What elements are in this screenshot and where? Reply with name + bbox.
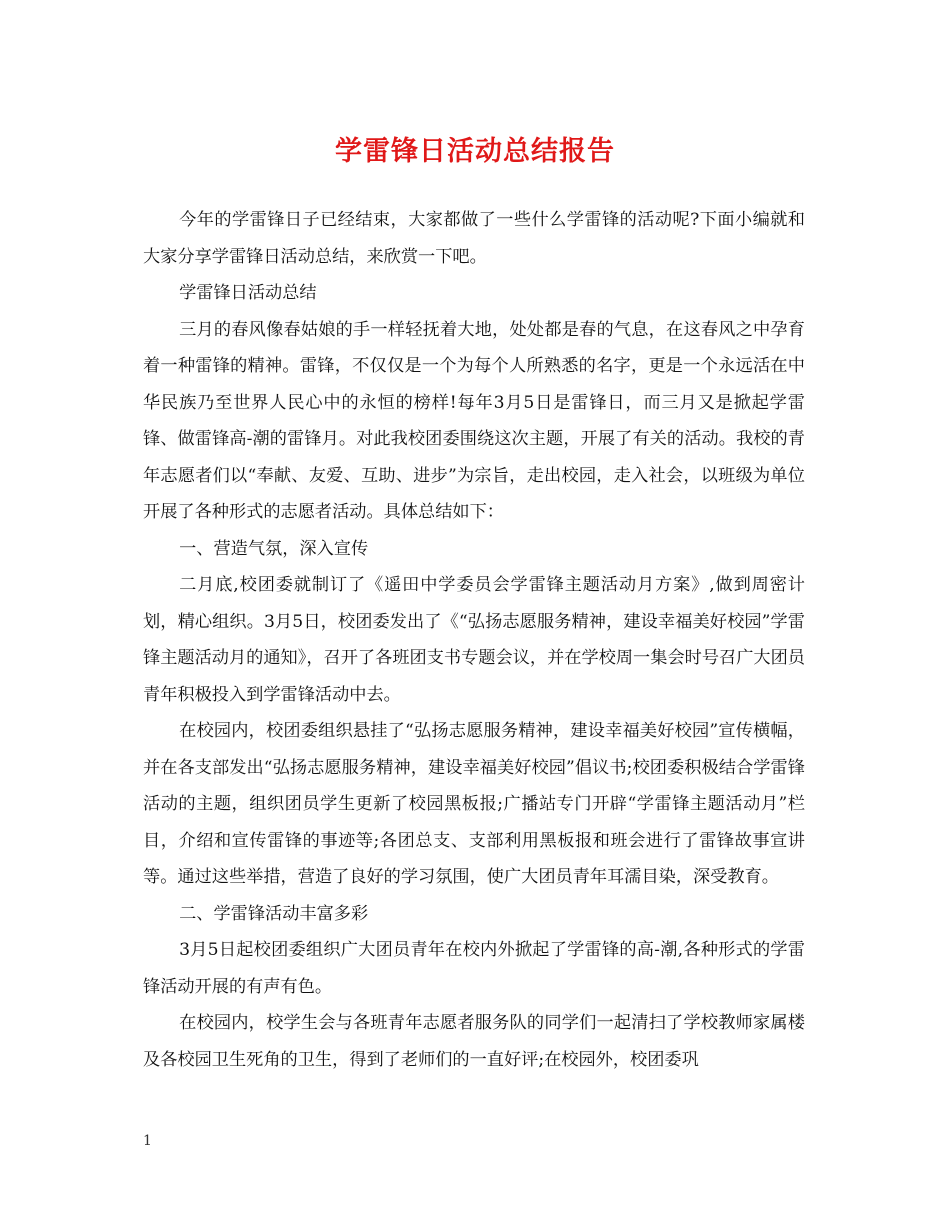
document-body [143, 202, 805, 1078]
page-number: 1 [143, 1133, 152, 1149]
paragraph: 今年的学雷锋日子已经结束，大家都做了一些什么学雷锋的活动呢?下面小编就和大家分享学雷锋日活动总结，来欣赏一下吧。 [143, 210, 805, 267]
paragraph: 在校园内，校团委组织悬挂了“弘扬志愿服务精神，建设幸福美好校园”宣传横幅，并在各支部发出“弘扬志愿服务精神，建设幸福美好校园”倡议书;校团委积极结合学雷锋活动的主题，组织团员学生更新了校园黑板报;广播站专门开辟“学雷锋主题活动月”栏目，介绍和宣传雷锋的事迹等;各团总支、支部利用黑板报和班会进行了雷锋故事宣讲等。通过这些举措，营造了良好的学习氛围，使广大团员青年耳濡目染，深受教育。 [143, 721, 805, 887]
paragraph: 三月的春风像春姑娘的手一样轻抚着大地，处处都是春的气息，在这春风之中孕育着一种雷锋的精神。雷锋，不仅仅是一个为每个人所熟悉的名字，更是一个永远活在中华民族乃至世界人民心中的永恒的榜样!每年3月5日是雷锋日，而三月又是掀起学雷锋、做雷锋高-潮的雷锋月。对此我校团委围绕这次主题，开展了有关的活动。我校的青年志愿者们以“奉献、友爱、互助、进步”为宗旨，走出校园，走入社会，以班级为单位开展了各种形式的志愿者活动。具体总结如下： [143, 319, 805, 522]
section-subtitle: 学雷锋日活动总结 [179, 283, 317, 303]
paragraph: 3月5日起校团委组织广大团员青年在校内外掀起了学雷锋的高-潮,各种形式的学雷锋活动开展的有声有色。 [143, 940, 805, 997]
paragraph: 二月底,校团委就制订了《遥田中学委员会学雷锋主题活动月方案》,做到周密计划，精心组织。3月5日，校团委发出了《“弘扬志愿服务精神，建设幸福美好校园”学雷锋主题活动月的通知》，召开了各班团支书专题会议，并在学校周一集会时号召广大团员青年积极投入到学雷锋活动中去。 [143, 575, 805, 705]
paragraph: 在校园内，校学生会与各班青年志愿者服务队的同学们一起清扫了学校教师家属楼及各校园卫生死角的卫生，得到了老师们的一直好评;在校园外，校团委巩 [143, 1013, 805, 1070]
document-title: 学雷锋日活动总结报告 [335, 136, 615, 167]
section-heading: 一、营造气氛，深入宣传 [179, 538, 369, 559]
section-heading: 二、学雷锋活动丰富多彩 [179, 903, 369, 924]
